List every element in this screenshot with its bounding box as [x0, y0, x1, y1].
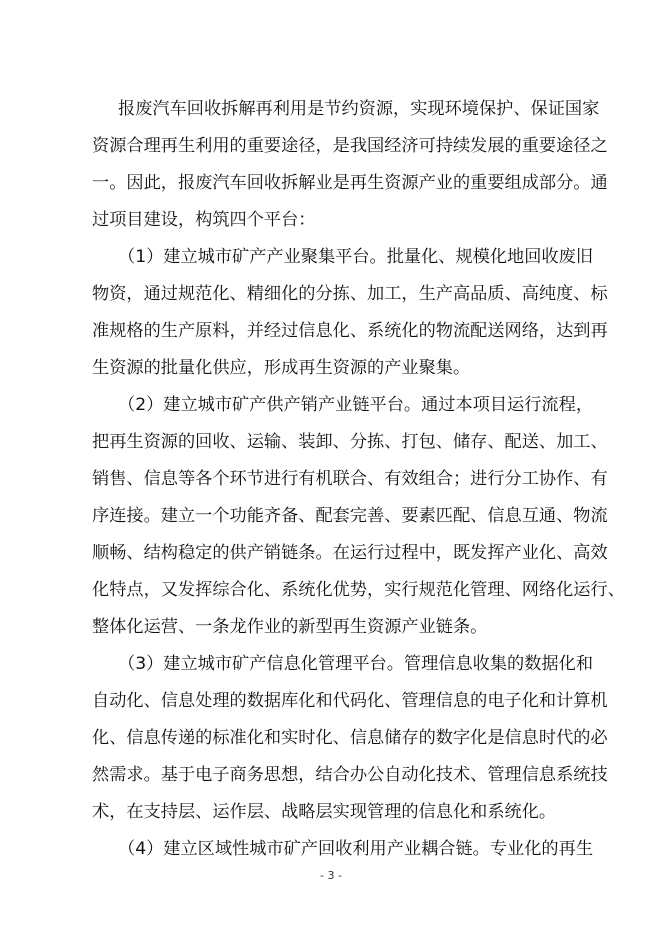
text-line: 物资，通过规范化、精细化的分拣、加工，生产高品质、高纯度、标 — [92, 284, 608, 304]
text-line: 序连接。建立一个功能齐备、配套完善、要素匹配、信息互通、物流 — [92, 506, 608, 526]
text-line: 术，在支持层、运作层、战略层实现管理的信息化和系统化。 — [92, 802, 557, 822]
text-line: 化、信息传递的标准化和实时化、信息储存的数字化是信息时代的必 — [92, 728, 608, 748]
page-number: - 3 - — [320, 869, 342, 882]
text-line: 化特点，又发挥综合化、系统化优势，实行规范化管理、网络化运行、 — [92, 580, 625, 600]
text-line: （4）建立区域性城市矿产回收利用产业耦合链。专业化的再生 — [118, 839, 594, 859]
text-line: 销售、信息等各个环节进行有机联合、有效组合；进行分工协作、有 — [92, 469, 608, 489]
text-line: 报废汽车回收拆解再利用是节约资源，实现环境保护、保证国家 — [118, 99, 600, 119]
text-line: （1）建立城市矿产产业聚集平台。批量化、规模化地回收废旧 — [118, 247, 594, 267]
text-line: （2）建立城市矿产供产销产业链平台。通过本项目运行流程， — [118, 395, 594, 415]
text-line: 把再生资源的回收、运输、装卸、分拣、打包、储存、配送、加工、 — [92, 432, 608, 452]
text-line: 自动化、信息处理的数据库化和代码化、管理信息的电子化和计算机 — [92, 691, 608, 711]
text-line: 一。因此，报废汽车回收拆解业是再生资源产业的重要组成部分。通 — [92, 173, 608, 193]
text-line: 过项目建设，构筑四个平台： — [92, 210, 316, 230]
text-line: （3）建立城市矿产信息化管理平台。管理信息收集的数据化和 — [118, 654, 594, 674]
text-line: 资源合理再生利用的重要途径，是我国经济可持续发展的重要途径之 — [92, 136, 608, 156]
text-line: 生资源的批量化供应，形成再生资源的产业聚集。 — [92, 358, 471, 378]
text-line: 然需求。基于电子商务思想，结合办公自动化技术、管理信息系统技 — [92, 765, 608, 785]
text-line: 整体化运营、一条龙作业的新型再生资源产业链条。 — [92, 617, 488, 637]
text-line: 准规格的生产原料，并经过信息化、系统化的物流配送网络，达到再 — [92, 321, 608, 341]
text-line: 顺畅、结构稳定的供产销链条。在运行过程中，既发挥产业化、高效 — [92, 543, 608, 563]
